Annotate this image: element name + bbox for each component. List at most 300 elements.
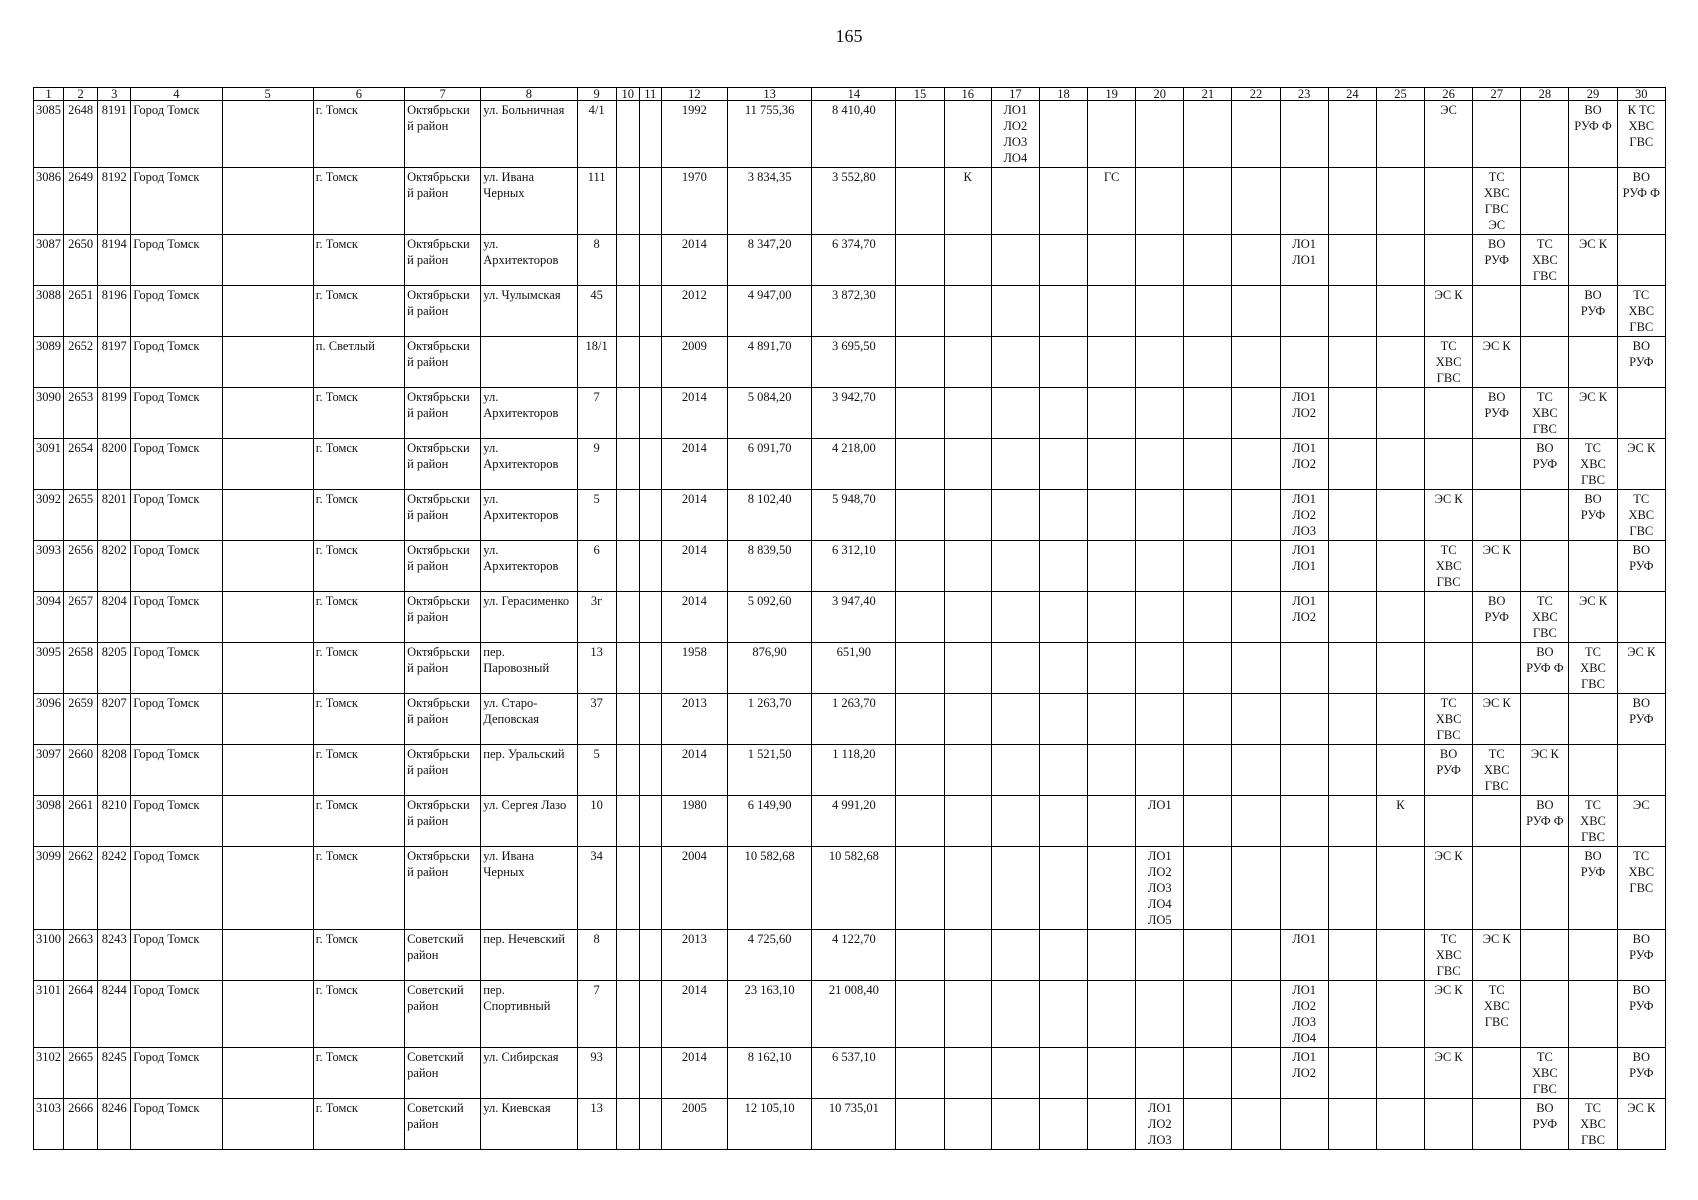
table-row — [34, 643, 1666, 694]
table-cell — [639, 541, 661, 592]
column-header: 17 — [991, 88, 1039, 101]
table-cell — [1136, 981, 1184, 1048]
table-cell — [1039, 694, 1087, 745]
table-row — [34, 337, 1666, 388]
table-row — [34, 847, 1666, 930]
table-cell — [896, 1099, 944, 1150]
table-cell — [1376, 1099, 1424, 1150]
table-cell: ВО РУФ — [1617, 930, 1665, 981]
table-cell: К — [944, 168, 991, 235]
table-cell — [1280, 337, 1328, 388]
table-cell — [1328, 1048, 1376, 1099]
table-cell: 2014 — [661, 592, 727, 643]
table-cell — [1039, 337, 1087, 388]
table-cell — [1088, 1048, 1136, 1099]
table-cell: 4 122,70 — [812, 930, 896, 981]
table-cell: ТС ХВС ГВС — [1569, 643, 1617, 694]
table-cell — [1232, 541, 1280, 592]
table-cell: г. Томск — [313, 745, 404, 796]
table-cell: 5 084,20 — [727, 388, 811, 439]
table-cell — [222, 439, 313, 490]
column-header: 28 — [1521, 88, 1569, 101]
table-cell: 1 263,70 — [727, 694, 811, 745]
table-cell — [1088, 490, 1136, 541]
table-cell — [1328, 286, 1376, 337]
table-cell — [1039, 168, 1087, 235]
table-cell — [639, 337, 661, 388]
table-cell — [1039, 1099, 1087, 1150]
table-cell — [1328, 981, 1376, 1048]
table-cell: 3102 — [34, 1048, 64, 1099]
table-cell — [1136, 643, 1184, 694]
table-cell: 8246 — [98, 1099, 131, 1150]
table-cell: 2014 — [661, 541, 727, 592]
table-cell — [222, 286, 313, 337]
table-cell — [1425, 592, 1473, 643]
table-cell: Город Томск — [131, 101, 222, 168]
table-cell: 4 891,70 — [727, 337, 811, 388]
table-cell: 2013 — [661, 694, 727, 745]
table-cell: Октябрьски й район — [405, 101, 481, 168]
table-cell — [616, 1048, 639, 1099]
table-cell — [1039, 981, 1087, 1048]
table-cell — [1280, 745, 1328, 796]
table-cell — [1232, 694, 1280, 745]
table-cell — [896, 643, 944, 694]
table-cell: ТС ХВС ГВС — [1617, 490, 1665, 541]
table-cell: 8196 — [98, 286, 131, 337]
table-row — [34, 101, 1666, 168]
column-header: 4 — [131, 88, 222, 101]
table-cell — [896, 388, 944, 439]
table-cell — [1184, 286, 1232, 337]
table-cell: 2650 — [64, 235, 98, 286]
table-cell — [991, 235, 1039, 286]
table-cell: 10 735,01 — [812, 1099, 896, 1150]
column-header: 3 — [98, 88, 131, 101]
table-row — [34, 796, 1666, 847]
table-cell: ТС ХВС ГВС — [1617, 847, 1665, 930]
table-cell — [616, 745, 639, 796]
table-cell: 6 537,10 — [812, 1048, 896, 1099]
table-cell — [1039, 592, 1087, 643]
table-cell: 8 — [577, 235, 616, 286]
table-cell: 6 — [577, 541, 616, 592]
table-cell — [616, 388, 639, 439]
table-cell — [1088, 847, 1136, 930]
table-cell: 2664 — [64, 981, 98, 1048]
table-cell — [1136, 235, 1184, 286]
table-cell: Город Томск — [131, 286, 222, 337]
table-cell: Октябрьски й район — [405, 490, 481, 541]
table-cell: 4 725,60 — [727, 930, 811, 981]
table-cell — [1039, 439, 1087, 490]
table-cell — [991, 745, 1039, 796]
table-cell — [1569, 541, 1617, 592]
table-cell: ВО РУФ — [1521, 439, 1569, 490]
column-header: 18 — [1039, 88, 1087, 101]
table-cell: пер. Спортивный — [481, 981, 577, 1048]
table-cell — [222, 235, 313, 286]
table-cell — [1136, 930, 1184, 981]
table-cell — [1521, 847, 1569, 930]
table-cell — [1039, 1048, 1087, 1099]
table-cell — [639, 1099, 661, 1150]
table-cell — [222, 101, 313, 168]
table-cell: ул. Архитекторов — [481, 388, 577, 439]
table-cell: ЭС К — [1473, 930, 1521, 981]
table-cell — [944, 847, 991, 930]
table-cell: 111 — [577, 168, 616, 235]
table-cell: 2663 — [64, 930, 98, 981]
table-cell — [1425, 235, 1473, 286]
table-cell: ТС ХВС ГВС — [1473, 745, 1521, 796]
table-cell: 8205 — [98, 643, 131, 694]
table-cell — [1184, 981, 1232, 1048]
table-row — [34, 694, 1666, 745]
column-header: 21 — [1184, 88, 1232, 101]
table-cell — [616, 490, 639, 541]
table-cell — [1184, 930, 1232, 981]
table-cell: Октябрьски й район — [405, 235, 481, 286]
table-cell: 1958 — [661, 643, 727, 694]
table-cell — [1232, 592, 1280, 643]
table-cell — [896, 337, 944, 388]
table-cell: 1992 — [661, 101, 727, 168]
table-cell — [1088, 745, 1136, 796]
table-cell: ул. Сибирская — [481, 1048, 577, 1099]
table-cell: 8202 — [98, 541, 131, 592]
table-cell: 5 — [577, 745, 616, 796]
table-cell: 8 — [577, 930, 616, 981]
table-cell: Город Томск — [131, 930, 222, 981]
table-cell: ЭС К — [1569, 388, 1617, 439]
table-cell — [944, 1048, 991, 1099]
table-cell: п. Светлый — [313, 337, 404, 388]
table-cell — [1328, 101, 1376, 168]
table-cell: 8243 — [98, 930, 131, 981]
table-cell: 4/1 — [577, 101, 616, 168]
table-cell — [1425, 439, 1473, 490]
table-cell — [1521, 694, 1569, 745]
table-cell — [222, 796, 313, 847]
table-cell: г. Томск — [313, 168, 404, 235]
table-cell — [1280, 168, 1328, 235]
table-cell: Октябрьски й район — [405, 847, 481, 930]
table-cell: ВО РУФ — [1521, 1099, 1569, 1150]
table-cell — [1473, 643, 1521, 694]
table-cell — [1473, 490, 1521, 541]
table-row — [34, 592, 1666, 643]
table-cell — [1328, 745, 1376, 796]
table-cell — [1376, 694, 1424, 745]
table-cell: ВО РУФ Ф — [1569, 101, 1617, 168]
table-cell — [222, 541, 313, 592]
table-cell: ЛО1 ЛО1 — [1280, 235, 1328, 286]
table-cell: Город Томск — [131, 796, 222, 847]
table-cell: г. Томск — [313, 592, 404, 643]
table-cell: 10 582,68 — [812, 847, 896, 930]
table-cell: ЛО1 ЛО2 ЛО3 ЛО4 ЛО5 — [1136, 847, 1184, 930]
table-cell: 2665 — [64, 1048, 98, 1099]
column-header: 8 — [481, 88, 577, 101]
table-cell: 45 — [577, 286, 616, 337]
table-cell — [222, 643, 313, 694]
table-cell: г. Томск — [313, 981, 404, 1048]
table-cell — [616, 235, 639, 286]
table-cell — [1280, 796, 1328, 847]
table-cell — [1184, 592, 1232, 643]
table-cell — [1328, 235, 1376, 286]
table-cell: ЛО1 — [1280, 930, 1328, 981]
table-cell — [222, 1099, 313, 1150]
table-cell: ул. Герасименко — [481, 592, 577, 643]
table-cell — [1376, 847, 1424, 930]
table-cell — [1280, 643, 1328, 694]
table-cell — [896, 101, 944, 168]
table-cell — [896, 796, 944, 847]
column-header: 20 — [1136, 88, 1184, 101]
table-cell — [896, 981, 944, 1048]
table-row — [34, 235, 1666, 286]
table-cell: 3096 — [34, 694, 64, 745]
table-cell: 3085 — [34, 101, 64, 168]
table-cell: ул. Больничная — [481, 101, 577, 168]
table-cell: ВО РУФ — [1473, 592, 1521, 643]
table-cell — [1521, 981, 1569, 1048]
table-cell — [1136, 168, 1184, 235]
table-cell: 8204 — [98, 592, 131, 643]
table-cell: 8 839,50 — [727, 541, 811, 592]
table-cell: ЭС — [1617, 796, 1665, 847]
table-cell — [1569, 1048, 1617, 1099]
table-cell — [1280, 694, 1328, 745]
table-cell: 8 162,10 — [727, 1048, 811, 1099]
table-cell: 2651 — [64, 286, 98, 337]
table-cell: ВО РУФ — [1569, 490, 1617, 541]
table-cell — [639, 694, 661, 745]
table-cell — [896, 930, 944, 981]
table-cell: ЭС К — [1617, 439, 1665, 490]
table-cell — [639, 745, 661, 796]
table-cell — [1088, 796, 1136, 847]
table-row — [34, 1099, 1666, 1150]
table-cell: 2662 — [64, 847, 98, 930]
table-cell — [616, 1099, 639, 1150]
table-cell: ЭС К — [1473, 541, 1521, 592]
table-cell: К — [1376, 796, 1424, 847]
table-cell: ЛО1 ЛО2 — [1280, 592, 1328, 643]
table-cell: 3093 — [34, 541, 64, 592]
table-cell: Город Томск — [131, 592, 222, 643]
table-cell: ВО РУФ — [1617, 981, 1665, 1048]
table-cell — [1039, 930, 1087, 981]
column-header: 24 — [1328, 88, 1376, 101]
table-cell: г. Томск — [313, 490, 404, 541]
column-header: 30 — [1617, 88, 1665, 101]
table-cell — [616, 439, 639, 490]
table-cell: 3099 — [34, 847, 64, 930]
table-cell — [1136, 745, 1184, 796]
table-row — [34, 981, 1666, 1048]
table-cell — [1328, 930, 1376, 981]
table-cell — [639, 981, 661, 1048]
table-cell: 2654 — [64, 439, 98, 490]
table-cell — [1473, 847, 1521, 930]
table-cell: ЭС К — [1425, 286, 1473, 337]
table-cell — [1039, 796, 1087, 847]
table-cell — [1376, 388, 1424, 439]
table-cell: 3088 — [34, 286, 64, 337]
table-cell — [1088, 337, 1136, 388]
table-cell — [1136, 490, 1184, 541]
table-cell: ЛО1 ЛО2 ЛО3 — [1280, 490, 1328, 541]
table-cell — [1039, 235, 1087, 286]
table-cell — [1136, 337, 1184, 388]
table-cell: 3087 — [34, 235, 64, 286]
table-cell: 4 218,00 — [812, 439, 896, 490]
table-row — [34, 388, 1666, 439]
table-cell: 2014 — [661, 490, 727, 541]
table-cell — [1328, 1099, 1376, 1150]
table-cell: ул. Ивана Черных — [481, 168, 577, 235]
table-cell: 13 — [577, 643, 616, 694]
table-cell: 5 092,60 — [727, 592, 811, 643]
table-cell — [944, 388, 991, 439]
table-cell — [1376, 168, 1424, 235]
table-cell: 3 872,30 — [812, 286, 896, 337]
table-cell: ул. Архитекторов — [481, 541, 577, 592]
table-cell: 8199 — [98, 388, 131, 439]
table-cell — [1376, 745, 1424, 796]
table-cell: 34 — [577, 847, 616, 930]
table-cell: 8207 — [98, 694, 131, 745]
table-cell: Город Томск — [131, 388, 222, 439]
table-cell: 2009 — [661, 337, 727, 388]
column-header: 9 — [577, 88, 616, 101]
table-cell — [616, 541, 639, 592]
table-cell: ЛО1 ЛО2 ЛО3 ЛО4 — [991, 101, 1039, 168]
table-cell: ул. Архитекторов — [481, 490, 577, 541]
table-cell: ВО РУФ — [1473, 388, 1521, 439]
table-cell: Город Томск — [131, 1048, 222, 1099]
table-cell — [991, 1048, 1039, 1099]
table-cell: ЛО1 ЛО2 — [1280, 439, 1328, 490]
table-cell: пер. Нечевский — [481, 930, 577, 981]
table-cell — [639, 235, 661, 286]
table-cell — [1328, 643, 1376, 694]
table-cell — [1184, 235, 1232, 286]
table-cell: пер. Уральский — [481, 745, 577, 796]
table-cell: 3086 — [34, 168, 64, 235]
table-cell: г. Томск — [313, 930, 404, 981]
table-cell — [222, 930, 313, 981]
table-cell — [944, 235, 991, 286]
table-cell: ЛО1 ЛО1 — [1280, 541, 1328, 592]
table-cell: 5 — [577, 490, 616, 541]
table-cell — [1232, 847, 1280, 930]
table-cell: Октябрьски й район — [405, 541, 481, 592]
table-cell — [1473, 101, 1521, 168]
table-cell — [1184, 847, 1232, 930]
table-cell: ЭС — [1425, 101, 1473, 168]
table-cell — [1280, 1099, 1328, 1150]
table-cell — [1136, 541, 1184, 592]
table-cell — [616, 643, 639, 694]
table-cell — [896, 694, 944, 745]
table-cell: 3091 — [34, 439, 64, 490]
table-cell — [1184, 101, 1232, 168]
table-cell: г. Томск — [313, 101, 404, 168]
table-cell: 8191 — [98, 101, 131, 168]
table-cell — [944, 745, 991, 796]
table-cell: 7 — [577, 388, 616, 439]
table-cell — [616, 694, 639, 745]
table-cell — [222, 694, 313, 745]
table-cell: ТС ХВС ГВС — [1425, 541, 1473, 592]
table-cell — [1376, 981, 1424, 1048]
table-cell: 2012 — [661, 286, 727, 337]
column-header: 25 — [1376, 88, 1424, 101]
table-cell: ЛО1 — [1136, 796, 1184, 847]
table-cell: 37 — [577, 694, 616, 745]
table-cell: ВО РУФ Ф — [1617, 168, 1665, 235]
table-cell: 3 942,70 — [812, 388, 896, 439]
table-cell: ул. Архитекторов — [481, 439, 577, 490]
table-cell: 1970 — [661, 168, 727, 235]
table-cell: 1 263,70 — [812, 694, 896, 745]
table-cell — [1184, 388, 1232, 439]
table-cell — [1569, 694, 1617, 745]
table-cell: 3094 — [34, 592, 64, 643]
table-cell — [991, 694, 1039, 745]
table-cell: ЭС К — [1425, 1048, 1473, 1099]
table-cell — [896, 439, 944, 490]
table-cell: ТС ХВС ГВС — [1521, 388, 1569, 439]
table-cell — [1376, 1048, 1424, 1099]
table-cell — [1232, 930, 1280, 981]
column-header: 7 — [405, 88, 481, 101]
table-cell — [1136, 1048, 1184, 1099]
table-row — [34, 490, 1666, 541]
table-cell — [1425, 643, 1473, 694]
table-cell — [1569, 168, 1617, 235]
table-cell — [944, 1099, 991, 1150]
table-cell: Город Томск — [131, 168, 222, 235]
table-cell — [639, 592, 661, 643]
table-cell: 13 — [577, 1099, 616, 1150]
table-cell: 18/1 — [577, 337, 616, 388]
table-cell: 876,90 — [727, 643, 811, 694]
table-cell: 10 — [577, 796, 616, 847]
table-cell — [1376, 643, 1424, 694]
table-cell — [222, 981, 313, 1048]
table-cell: ТС ХВС ГВС — [1521, 592, 1569, 643]
table-cell — [1039, 286, 1087, 337]
table-cell — [1184, 439, 1232, 490]
table-cell: ЛО1 ЛО2 ЛО3 ЛО4 — [1280, 981, 1328, 1048]
table-cell — [1617, 745, 1665, 796]
table-cell: 11 755,36 — [727, 101, 811, 168]
table-cell — [1328, 388, 1376, 439]
table-cell: 7 — [577, 981, 616, 1048]
table-cell — [1088, 541, 1136, 592]
table-cell: г. Томск — [313, 1048, 404, 1099]
table-cell — [1088, 101, 1136, 168]
table-cell: Советский район — [405, 1048, 481, 1099]
table-cell: Октябрьски й район — [405, 694, 481, 745]
table-cell: 2653 — [64, 388, 98, 439]
